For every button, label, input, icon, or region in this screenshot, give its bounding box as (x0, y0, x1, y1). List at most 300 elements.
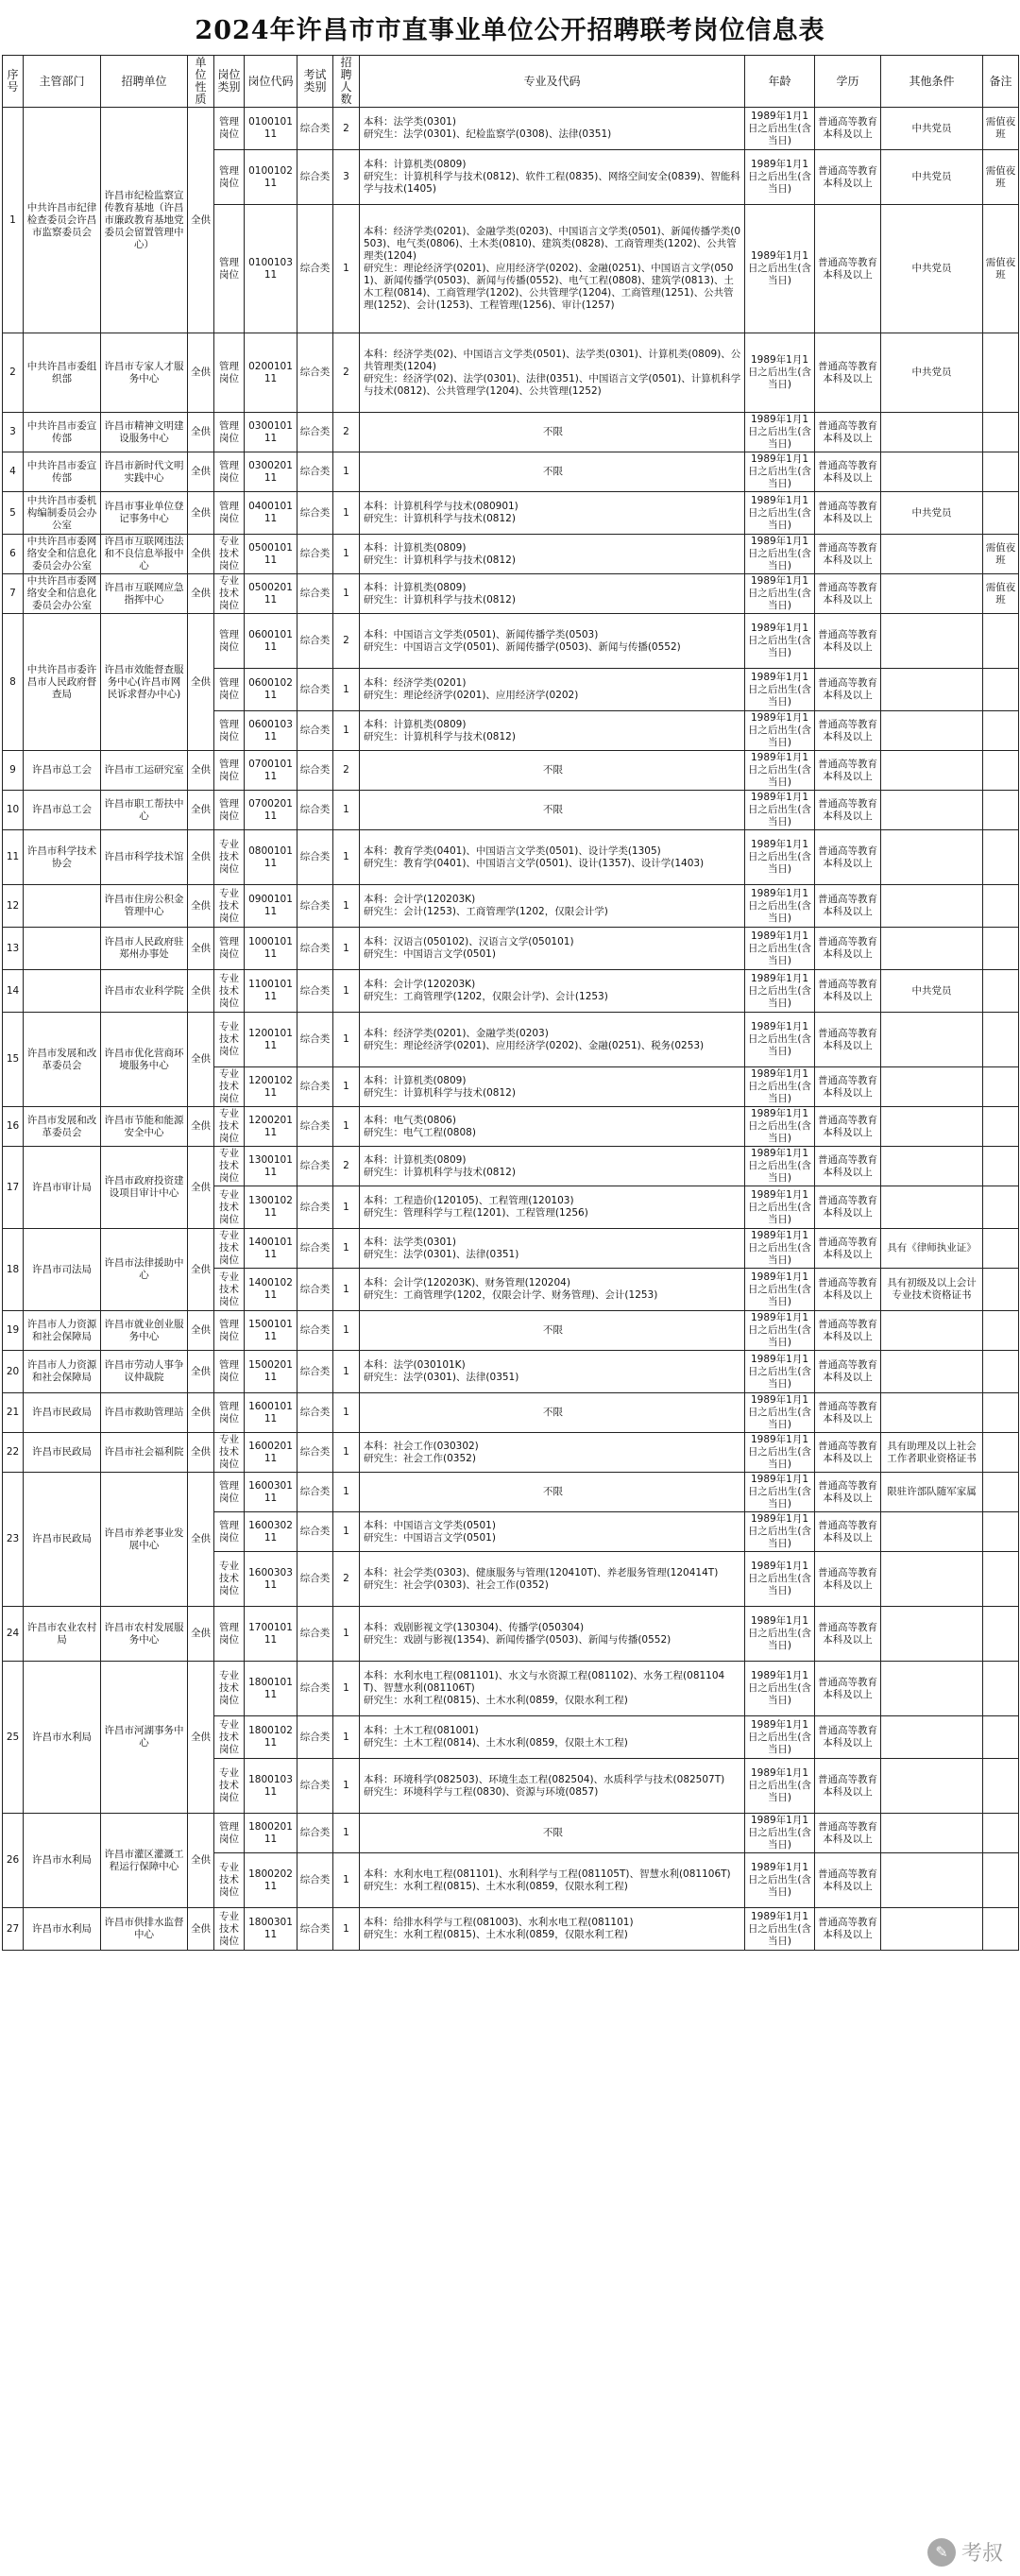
dept-cell: 许昌市总工会 (24, 791, 101, 830)
note-cell (983, 452, 1019, 492)
count-cell: 1 (333, 205, 360, 333)
exam-cell: 综合类 (298, 970, 333, 1013)
note-cell (983, 413, 1019, 452)
seq-cell: 21 (3, 1393, 24, 1433)
category-cell: 管理岗位 (214, 614, 245, 669)
other-cell: 中共党员 (881, 970, 983, 1013)
major-cell: 本科：法学类(0301) 研究生：法学(0301)、纪检监察学(0308)、法律(0351) (360, 108, 745, 150)
count-cell: 2 (333, 1552, 360, 1607)
count-cell: 1 (333, 1067, 360, 1107)
count-cell: 2 (333, 108, 360, 150)
note-cell (983, 1433, 1019, 1473)
exam-cell: 综合类 (298, 1512, 333, 1552)
category-cell: 管理岗位 (214, 205, 245, 333)
exam-cell: 综合类 (298, 1853, 333, 1908)
major-cell: 本科：戏剧影视文学(130304)、传播学(050304) 研究生：戏剧与影视(1354)、新闻传播学(0503)、新闻与传播(0552) (360, 1607, 745, 1662)
major-cell: 本科：教育学类(0401)、中国语言文学类(0501)、设计学类(1305) 研究生：教育学(0401)、中国语言文学(0501)、设计(1357)、设计学(1403) (360, 830, 745, 885)
code-cell: 070010111 (245, 751, 298, 791)
unit-cell: 许昌市养老事业发展中心 (101, 1473, 188, 1607)
nature-cell: 全供 (188, 108, 214, 333)
note-cell (983, 1147, 1019, 1186)
major-cell: 本科：经济学类(0201)、金融学类(0203) 研究生：理论经济学(0201)、应用经济学(0202)、金融(0251)、税务(0253) (360, 1013, 745, 1067)
other-cell (881, 791, 983, 830)
education-cell: 普通高等教育本科及以上 (815, 205, 881, 333)
code-cell: 090010111 (245, 885, 298, 928)
unit-cell: 许昌市节能和能源安全中心 (101, 1107, 188, 1147)
code-cell: 070020111 (245, 791, 298, 830)
major-cell: 本科：计算机类(0809) 研究生：计算机科学与技术(0812) (360, 711, 745, 751)
dept-cell: 许昌市总工会 (24, 751, 101, 791)
count-cell: 1 (333, 1473, 360, 1512)
other-cell (881, 1759, 983, 1814)
note-cell (983, 830, 1019, 885)
major-cell: 本科：水利水电工程(081101)、水文与水资源工程(081102)、水务工程(081104T)、智慧水利(081106T) 研究生：水利工程(0815)、土木水利(0859，仅限水利工程) (360, 1662, 745, 1716)
dept-cell: 许昌市司法局 (24, 1229, 101, 1311)
dept-cell: 许昌市发展和改革委员会 (24, 1013, 101, 1107)
other-cell (881, 928, 983, 970)
other-cell: 中共党员 (881, 205, 983, 333)
count-cell: 1 (333, 1814, 360, 1853)
note-cell (983, 1269, 1019, 1311)
count-cell: 1 (333, 669, 360, 711)
education-cell: 普通高等教育本科及以上 (815, 1351, 881, 1393)
education-cell: 普通高等教育本科及以上 (815, 751, 881, 791)
other-cell: 限驻许部队随军家属 (881, 1473, 983, 1512)
table-row (3, 614, 1019, 669)
category-cell: 专业技术岗位 (214, 1552, 245, 1607)
dept-cell: 中共许昌市纪律检查委员会许昌市监察委员会 (24, 108, 101, 333)
education-cell: 普通高等教育本科及以上 (815, 1107, 881, 1147)
exam-cell: 综合类 (298, 1433, 333, 1473)
age-cell: 1989年1月1日之后出生(含当日) (745, 535, 815, 574)
count-cell: 1 (333, 1186, 360, 1229)
code-cell: 120020111 (245, 1107, 298, 1147)
education-cell: 普通高等教育本科及以上 (815, 1433, 881, 1473)
dept-cell: 中共许昌市委网络安全和信息化委员会办公室 (24, 535, 101, 574)
major-cell: 本科：计算机类(0809) 研究生：计算机科学与技术(0812) (360, 1067, 745, 1107)
exam-cell: 综合类 (298, 1716, 333, 1759)
major-cell: 本科：会计学(120203K) 研究生：会计(1253)、工商管理学(1202，仅限会计学) (360, 885, 745, 928)
major-cell: 本科：计算机类(0809) 研究生：计算机科学与技术(0812) (360, 1147, 745, 1186)
age-cell: 1989年1月1日之后出生(含当日) (745, 1552, 815, 1607)
unit-cell: 许昌市精神文明建设服务中心 (101, 413, 188, 452)
note-cell (983, 711, 1019, 751)
count-cell: 2 (333, 751, 360, 791)
unit-cell: 许昌市农村发展服务中心 (101, 1607, 188, 1662)
major-cell: 本科：经济学类(0201)、金融学类(0203)、中国语言文学类(0501)、新闻传播学类(0503)、电气类(0806)、土木类(0810)、建筑类(0828)、工商管理类(1202)、公共管理类(1204) 研究生：理论经济学(0201)、应用经济学(0202)、金融(0251)、中国语言文学(0501)、新闻传播学(0503)、新闻与传播(0552)、电气工程(0808)、建筑学(0813)、土木工程(0814)、工商管理学(1202)、公共管理学(1204)、工商管理(1251)、公共管理(1252)、会计(1253)、工程管理(1256)、审计(1257) (360, 205, 745, 333)
note-cell: 需值夜班 (983, 574, 1019, 614)
other-cell (881, 614, 983, 669)
code-cell: 010010111 (245, 108, 298, 150)
header-cell: 招聘单位 (101, 56, 188, 108)
major-cell: 本科：法学类(0301) 研究生：法学(0301)、法律(0351) (360, 1229, 745, 1269)
code-cell: 120010211 (245, 1067, 298, 1107)
seq-cell: 18 (3, 1229, 24, 1311)
note-cell (983, 1013, 1019, 1067)
age-cell: 1989年1月1日之后出生(含当日) (745, 885, 815, 928)
code-cell: 160030111 (245, 1473, 298, 1512)
unit-cell: 许昌市新时代文明实践中心 (101, 452, 188, 492)
count-cell: 2 (333, 333, 360, 413)
education-cell: 普通高等教育本科及以上 (815, 885, 881, 928)
category-cell: 管理岗位 (214, 1814, 245, 1853)
exam-cell: 综合类 (298, 830, 333, 885)
nature-cell: 全供 (188, 492, 214, 535)
major-cell: 本科：水利水电工程(081101)、水利科学与工程(081105T)、智慧水利(081106T) 研究生：水利工程(0815)、土木水利(0859，仅限水利工程) (360, 1853, 745, 1908)
note-cell (983, 669, 1019, 711)
other-cell (881, 1393, 983, 1433)
table-row (3, 928, 1019, 970)
unit-cell: 许昌市互联网违法和不良信息举报中心 (101, 535, 188, 574)
dept-cell: 许昌市民政局 (24, 1433, 101, 1473)
count-cell: 2 (333, 413, 360, 452)
exam-cell: 综合类 (298, 1662, 333, 1716)
exam-cell: 综合类 (298, 614, 333, 669)
education-cell: 普通高等教育本科及以上 (815, 1186, 881, 1229)
category-cell: 专业技术岗位 (214, 830, 245, 885)
watermark-logo-icon: ✎ (927, 2538, 956, 2567)
note-cell (983, 1351, 1019, 1393)
other-cell (881, 1013, 983, 1067)
seq-cell: 17 (3, 1147, 24, 1229)
unit-cell: 许昌市职工帮扶中心 (101, 791, 188, 830)
nature-cell: 全供 (188, 1013, 214, 1107)
code-cell: 180010311 (245, 1759, 298, 1814)
exam-cell: 综合类 (298, 1814, 333, 1853)
category-cell: 专业技术岗位 (214, 1013, 245, 1067)
education-cell: 普通高等教育本科及以上 (815, 614, 881, 669)
category-cell: 管理岗位 (214, 1473, 245, 1512)
note-cell (983, 1908, 1019, 1951)
age-cell: 1989年1月1日之后出生(含当日) (745, 970, 815, 1013)
page-title: 2024年许昌市市直事业单位公开招聘联考岗位信息表 (195, 15, 825, 45)
count-cell: 1 (333, 1512, 360, 1552)
note-cell (983, 1229, 1019, 1269)
education-cell: 普通高等教育本科及以上 (815, 1607, 881, 1662)
major-cell: 不限 (360, 791, 745, 830)
code-cell: 010010311 (245, 205, 298, 333)
table-row (3, 535, 1019, 574)
unit-cell: 许昌市灌区灌溉工程运行保障中心 (101, 1814, 188, 1908)
exam-cell: 综合类 (298, 1908, 333, 1951)
category-cell: 管理岗位 (214, 333, 245, 413)
education-cell: 普通高等教育本科及以上 (815, 413, 881, 452)
age-cell: 1989年1月1日之后出生(含当日) (745, 1229, 815, 1269)
age-cell: 1989年1月1日之后出生(含当日) (745, 1716, 815, 1759)
age-cell: 1989年1月1日之后出生(含当日) (745, 669, 815, 711)
seq-cell: 3 (3, 413, 24, 452)
header-cell: 招聘人数 (333, 56, 360, 108)
category-cell: 管理岗位 (214, 492, 245, 535)
note-cell (983, 1186, 1019, 1229)
major-cell: 本科：中国语言文学类(0501)、新闻传播学类(0503) 研究生：中国语言文学(0501)、新闻传播学(0503)、新闻与传播(0552) (360, 614, 745, 669)
category-cell: 管理岗位 (214, 452, 245, 492)
age-cell: 1989年1月1日之后出生(含当日) (745, 1607, 815, 1662)
note-cell: 需值夜班 (983, 150, 1019, 205)
code-cell: 180020111 (245, 1814, 298, 1853)
exam-cell: 综合类 (298, 1269, 333, 1311)
other-cell (881, 1147, 983, 1186)
major-cell: 本科：环境科学(082503)、环境生态工程(082504)、水质科学与技术(082507T) 研究生：环境科学与工程(0830)、资源与环境(0857) (360, 1759, 745, 1814)
other-cell (881, 1662, 983, 1716)
major-cell: 本科：会计学(120203K)、财务管理(120204) 研究生：工商管理学(1202，仅限会计学、财务管理)、会计(1253) (360, 1269, 745, 1311)
category-cell: 管理岗位 (214, 413, 245, 452)
seq-cell: 13 (3, 928, 24, 970)
unit-cell: 许昌市社会福利院 (101, 1433, 188, 1473)
age-cell: 1989年1月1日之后出生(含当日) (745, 1269, 815, 1311)
unit-cell: 许昌市科学技术馆 (101, 830, 188, 885)
nature-cell: 全供 (188, 791, 214, 830)
unit-cell: 许昌市住房公积金管理中心 (101, 885, 188, 928)
seq-cell: 4 (3, 452, 24, 492)
education-cell: 普通高等教育本科及以上 (815, 1147, 881, 1186)
education-cell: 普通高等教育本科及以上 (815, 452, 881, 492)
exam-cell: 综合类 (298, 1311, 333, 1351)
dept-cell: 许昌市人力资源和社会保障局 (24, 1351, 101, 1393)
major-cell: 本科：会计学(120203K) 研究生：工商管理学(1202，仅限会计学)、会计(1253) (360, 970, 745, 1013)
major-cell: 本科：计算机科学与技术(080901) 研究生：计算机科学与技术(0812) (360, 492, 745, 535)
age-cell: 1989年1月1日之后出生(含当日) (745, 205, 815, 333)
seq-cell: 7 (3, 574, 24, 614)
table-row (3, 1814, 1019, 1853)
header-cell: 考试类别 (298, 56, 333, 108)
exam-cell: 综合类 (298, 1147, 333, 1186)
code-cell: 120010111 (245, 1013, 298, 1067)
age-cell: 1989年1月1日之后出生(含当日) (745, 928, 815, 970)
note-cell (983, 1473, 1019, 1512)
code-cell: 040010111 (245, 492, 298, 535)
exam-cell: 综合类 (298, 928, 333, 970)
category-cell: 专业技术岗位 (214, 1908, 245, 1951)
dept-cell: 中共许昌市委许昌市人民政府督查局 (24, 614, 101, 751)
note-cell: 需值夜班 (983, 108, 1019, 150)
nature-cell: 全供 (188, 413, 214, 452)
education-cell: 普通高等教育本科及以上 (815, 1552, 881, 1607)
unit-cell: 许昌市就业创业服务中心 (101, 1311, 188, 1351)
exam-cell: 综合类 (298, 205, 333, 333)
other-cell (881, 1067, 983, 1107)
table-row (3, 1013, 1019, 1067)
watermark (927, 2537, 1003, 2567)
other-cell: 具有初级及以上会计专业技术资格证书 (881, 1269, 983, 1311)
category-cell: 管理岗位 (214, 1311, 245, 1351)
watermark-text: 考叔 (960, 2542, 1003, 2566)
count-cell: 1 (333, 830, 360, 885)
major-cell: 本科：给排水科学与工程(081003)、水利水电工程(081101) 研究生：水利工程(0815)、土木水利(0859，仅限水利工程) (360, 1908, 745, 1951)
dept-cell: 许昌市人力资源和社会保障局 (24, 1311, 101, 1351)
code-cell: 060010211 (245, 669, 298, 711)
count-cell: 1 (333, 970, 360, 1013)
age-cell: 1989年1月1日之后出生(含当日) (745, 1147, 815, 1186)
education-cell: 普通高等教育本科及以上 (815, 1759, 881, 1814)
age-cell: 1989年1月1日之后出生(含当日) (745, 791, 815, 830)
nature-cell: 全供 (188, 1393, 214, 1433)
count-cell: 1 (333, 574, 360, 614)
major-cell: 不限 (360, 751, 745, 791)
table-row (3, 1229, 1019, 1269)
major-cell: 本科：土木工程(081001) 研究生：土木工程(0814)、土木水利(0859，仅限土木工程) (360, 1716, 745, 1759)
note-cell: 需值夜班 (983, 535, 1019, 574)
major-cell: 本科：中国语言文学类(0501) 研究生：中国语言文学(0501) (360, 1512, 745, 1552)
nature-cell: 全供 (188, 830, 214, 885)
dept-cell (24, 885, 101, 928)
count-cell: 1 (333, 711, 360, 751)
education-cell: 普通高等教育本科及以上 (815, 928, 881, 970)
exam-cell: 综合类 (298, 333, 333, 413)
category-cell: 专业技术岗位 (214, 1229, 245, 1269)
note-cell (983, 970, 1019, 1013)
job-table (2, 55, 1019, 1951)
count-cell: 1 (333, 492, 360, 535)
category-cell: 专业技术岗位 (214, 885, 245, 928)
category-cell: 专业技术岗位 (214, 1662, 245, 1716)
age-cell: 1989年1月1日之后出生(含当日) (745, 830, 815, 885)
major-cell: 本科：计算机类(0809) 研究生：计算机科学与技术(0812) (360, 535, 745, 574)
code-cell: 140010211 (245, 1269, 298, 1311)
age-cell: 1989年1月1日之后出生(含当日) (745, 1013, 815, 1067)
nature-cell: 全供 (188, 574, 214, 614)
code-cell: 160030311 (245, 1552, 298, 1607)
category-cell: 专业技术岗位 (214, 1269, 245, 1311)
dept-cell: 许昌市审计局 (24, 1147, 101, 1229)
age-cell: 1989年1月1日之后出生(含当日) (745, 1351, 815, 1393)
category-cell: 专业技术岗位 (214, 1067, 245, 1107)
dept-cell: 许昌市民政局 (24, 1393, 101, 1433)
nature-cell: 全供 (188, 614, 214, 751)
code-cell: 060010111 (245, 614, 298, 669)
other-cell (881, 1311, 983, 1351)
education-cell: 普通高等教育本科及以上 (815, 1269, 881, 1311)
nature-cell: 全供 (188, 1814, 214, 1908)
dept-cell (24, 970, 101, 1013)
code-cell: 180020211 (245, 1853, 298, 1908)
dept-cell: 许昌市水利局 (24, 1662, 101, 1814)
header-cell: 备注 (983, 56, 1019, 108)
note-cell (983, 1759, 1019, 1814)
nature-cell: 全供 (188, 452, 214, 492)
note-cell (983, 1107, 1019, 1147)
note-cell (983, 885, 1019, 928)
major-cell: 不限 (360, 1814, 745, 1853)
other-cell (881, 751, 983, 791)
unit-cell: 许昌市专家人才服务中心 (101, 333, 188, 413)
nature-cell: 全供 (188, 535, 214, 574)
table-row (3, 492, 1019, 535)
major-cell: 本科：计算机类(0809) 研究生：计算机科学与技术(0812) (360, 574, 745, 614)
header-cell: 序号 (3, 56, 24, 108)
table-body (3, 108, 1019, 1951)
seq-cell: 25 (3, 1662, 24, 1814)
unit-cell: 许昌市供排水监督中心 (101, 1908, 188, 1951)
education-cell: 普通高等教育本科及以上 (815, 492, 881, 535)
education-cell: 普通高等教育本科及以上 (815, 1814, 881, 1853)
table-row (3, 791, 1019, 830)
seq-cell: 11 (3, 830, 24, 885)
dept-cell: 中共许昌市委宣传部 (24, 413, 101, 452)
unit-cell: 许昌市劳动人事争议仲裁院 (101, 1351, 188, 1393)
code-cell: 140010111 (245, 1229, 298, 1269)
header-row (3, 56, 1019, 108)
table-row (3, 574, 1019, 614)
note-cell: 需值夜班 (983, 205, 1019, 333)
count-cell: 1 (333, 1311, 360, 1351)
table-row (3, 970, 1019, 1013)
table-row (3, 1433, 1019, 1473)
nature-cell: 全供 (188, 1473, 214, 1607)
other-cell (881, 1908, 983, 1951)
code-cell: 150020111 (245, 1351, 298, 1393)
exam-cell: 综合类 (298, 1107, 333, 1147)
other-cell: 具有《律师执业证》 (881, 1229, 983, 1269)
seq-cell: 14 (3, 970, 24, 1013)
age-cell: 1989年1月1日之后出生(含当日) (745, 1814, 815, 1853)
note-cell (983, 1512, 1019, 1552)
count-cell: 1 (333, 1269, 360, 1311)
education-cell: 普通高等教育本科及以上 (815, 150, 881, 205)
code-cell: 010010211 (245, 150, 298, 205)
header-cell: 岗位类别 (214, 56, 245, 108)
code-cell: 110010111 (245, 970, 298, 1013)
unit-cell: 许昌市纪检监察宣传教育基地（许昌市廉政教育基地党委员会留置管理中心） (101, 108, 188, 333)
exam-cell: 综合类 (298, 669, 333, 711)
dept-cell: 中共许昌市委宣传部 (24, 452, 101, 492)
code-cell: 060010311 (245, 711, 298, 751)
unit-cell: 许昌市事业单位登记事务中心 (101, 492, 188, 535)
exam-cell: 综合类 (298, 1351, 333, 1393)
dept-cell: 中共许昌市委组织部 (24, 333, 101, 413)
count-cell: 1 (333, 1107, 360, 1147)
table-row (3, 1351, 1019, 1393)
exam-cell: 综合类 (298, 1229, 333, 1269)
category-cell: 管理岗位 (214, 669, 245, 711)
nature-cell: 全供 (188, 1433, 214, 1473)
age-cell: 1989年1月1日之后出生(含当日) (745, 614, 815, 669)
category-cell: 管理岗位 (214, 711, 245, 751)
count-cell: 1 (333, 1393, 360, 1433)
note-cell (983, 1311, 1019, 1351)
age-cell: 1989年1月1日之后出生(含当日) (745, 1853, 815, 1908)
education-cell: 普通高等教育本科及以上 (815, 1229, 881, 1269)
age-cell: 1989年1月1日之后出生(含当日) (745, 492, 815, 535)
table-row (3, 333, 1019, 413)
dept-cell: 许昌市农业农村局 (24, 1607, 101, 1662)
nature-cell: 全供 (188, 1107, 214, 1147)
code-cell: 180010211 (245, 1716, 298, 1759)
other-cell (881, 1512, 983, 1552)
category-cell: 专业技术岗位 (214, 1716, 245, 1759)
seq-cell: 22 (3, 1433, 24, 1473)
exam-cell: 综合类 (298, 1552, 333, 1607)
seq-cell: 1 (3, 108, 24, 333)
category-cell: 管理岗位 (214, 1512, 245, 1552)
other-cell (881, 1107, 983, 1147)
exam-cell: 综合类 (298, 791, 333, 830)
other-cell (881, 1716, 983, 1759)
exam-cell: 综合类 (298, 452, 333, 492)
count-cell: 1 (333, 1351, 360, 1393)
unit-cell: 许昌市人民政府驻郑州办事处 (101, 928, 188, 970)
age-cell: 1989年1月1日之后出生(含当日) (745, 1311, 815, 1351)
major-cell: 本科：电气类(0806) 研究生：电气工程(0808) (360, 1107, 745, 1147)
seq-cell: 15 (3, 1013, 24, 1107)
exam-cell: 综合类 (298, 413, 333, 452)
major-cell: 本科：工程造价(120105)、工程管理(120103) 研究生：管理科学与工程(1201)、工程管理(1256) (360, 1186, 745, 1229)
seq-cell: 5 (3, 492, 24, 535)
header-cell: 其他条件 (881, 56, 983, 108)
nature-cell: 全供 (188, 885, 214, 928)
category-cell: 管理岗位 (214, 791, 245, 830)
category-cell: 管理岗位 (214, 150, 245, 205)
